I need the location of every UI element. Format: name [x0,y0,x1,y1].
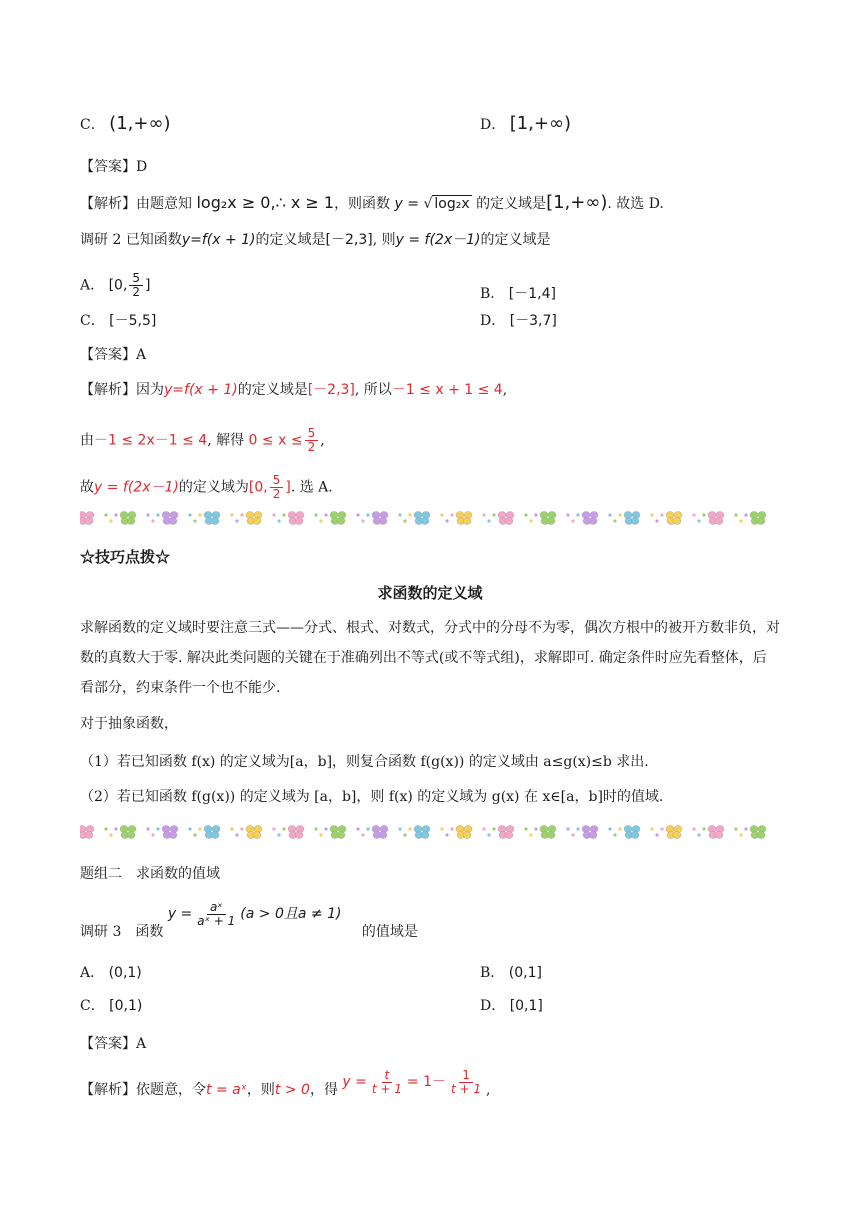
math-expr: －1 ≤ 2x－1 ≤ 4 [94,432,208,449]
explain-text: 由 [80,432,94,449]
answer-label: 【答案】 [80,1036,136,1052]
tips-item-1: （1）若已知函数 f(x) 的定义域为[a，b]，则复合函数 f(g(x)) 的定义域由 a≤g(x)≤b 求出. [80,754,649,770]
dot-icon [403,519,406,522]
q2-stem [80,230,551,250]
fraction [448,1069,484,1096]
dot-icon [188,513,191,516]
dot-icon [734,827,737,830]
dot-icon [487,519,490,522]
dot-icon [702,513,705,516]
dot-icon [319,519,322,522]
fraction [369,1069,405,1096]
dot-icon [356,513,359,516]
math-expr: y = [394,196,419,212]
explain-text: , 解得 [207,432,245,449]
dot-icon [492,827,495,830]
q1-answer [80,157,147,177]
dot-icon [193,833,196,836]
dot-icon [151,519,154,522]
dot-icon [366,827,369,830]
q2-explanation-line2 [80,427,325,454]
butterfly-icon [666,512,682,525]
butterfly-icon [750,512,766,525]
dot-icon [403,833,406,836]
dot-icon [156,513,159,516]
math-expr: y = [342,1074,367,1090]
math-expr: y = f(2x－1) [395,232,481,248]
answer-value: D [136,159,148,175]
dot-icon [534,513,537,516]
dot-icon [240,513,243,516]
explain-text: 的定义域为 [178,479,249,496]
dot-icon [529,519,532,522]
dot-icon [230,827,233,830]
dot-icon [450,513,453,516]
butterfly-icon [540,826,556,839]
math-expr: t = aˣ [206,1082,247,1098]
dot-icon [198,827,201,830]
explain-text: 故 [80,479,94,496]
dot-icon [445,833,448,836]
numerator: 5 [129,272,143,286]
dot-icon [618,513,621,516]
dot-icon [702,827,705,830]
butterfly-icon [372,826,388,839]
dot-icon [744,827,747,830]
dot-icon [156,827,159,830]
butterfly-icon [204,826,220,839]
dot-icon [230,513,233,516]
math-expr: = 1－ [406,1074,446,1090]
dot-icon [566,513,569,516]
denominator: 2 [272,487,281,501]
butterfly-icon [162,826,178,839]
dot-icon [450,827,453,830]
dot-icon [576,513,579,516]
dot-icon [529,833,532,836]
dot-icon [571,833,574,836]
butterfly-icon [582,512,598,525]
q2-answer [80,345,146,365]
dot-icon [482,513,485,516]
option-label: B． [480,286,505,302]
butterfly-icon [624,512,640,525]
dot-icon [277,833,280,836]
math-expr: [－2,3] [307,382,355,398]
dot-icon [524,513,527,516]
butterfly-icon [708,512,724,525]
butterfly-icon [540,512,556,525]
tips-paragraph: 求解函数的定义域时要注意三式——分式、根式、对数式，分式中的分母不为零，偶次方根中的被开方数非负，对数的真数大于零. 解决此类问题的关键在于准确列出不等式(或不等式组)，求解即可. 确定条件时应先看整体，后看部分，约束条件一个也不能少. [80,620,780,696]
dot-icon [571,519,574,522]
dot-icon [314,827,317,830]
dot-icon [114,513,117,516]
butterfly-icon [498,826,514,839]
dot-icon [613,519,616,522]
option-value: (0,1] [508,965,542,981]
explain-label: 【解析】 [80,196,136,212]
dot-icon [193,519,196,522]
q3-option-a [80,963,142,983]
math-radicand: log₂x [434,196,470,212]
explain-label: 【解析】 [80,382,136,398]
dot-icon [697,519,700,522]
dot-icon [692,827,695,830]
tips-heading: ☆技巧点拨☆ [80,548,171,566]
dot-icon [235,519,238,522]
dot-icon [739,833,742,836]
answer-label: 【答案】 [80,347,136,363]
math-expr: y=f(x + 1) [164,382,238,398]
option-value: [1,+∞) [509,113,571,134]
butterfly-icon [288,826,304,839]
dot-icon [146,827,149,830]
tips-abstract: 对于抽象函数， [80,716,178,732]
dot-icon [272,513,275,516]
denominator: aˣ + 1 [197,913,236,928]
dot-icon [319,833,322,836]
q2-option-a [80,272,151,299]
dot-icon [235,833,238,836]
question-label: 调研 2 [80,232,122,248]
dot-icon [613,833,616,836]
dot-icon [440,513,443,516]
dot-icon [198,513,201,516]
answer-label: 【答案】 [80,159,136,175]
q1-option-d [480,114,571,135]
butterfly-icon [162,512,178,525]
dot-icon [361,833,364,836]
dot-icon [361,519,364,522]
fraction [305,427,319,454]
butterfly-icon [414,826,430,839]
answer-value: A [136,1036,147,1052]
option-value: [－1,4] [508,286,556,302]
dot-icon [487,833,490,836]
dot-icon [655,833,658,836]
math-condition: (a > 0且a ≠ 1) [240,906,342,922]
dot-icon [655,519,658,522]
dot-icon [272,827,275,830]
tips-item-2: （2）若已知函数 f(g(x)) 的定义域为 [a，b]，则 f(x) 的定义域为 g(x) 在 x∈[a，b]时的值域. [80,789,664,805]
butterfly-icon [624,826,640,839]
butterfly-icon [372,512,388,525]
dot-icon [114,827,117,830]
explain-text: ，得 [309,1082,338,1098]
math-expr: t > 0 [274,1082,310,1098]
explain-text: 的定义域是 [476,196,547,212]
dot-icon [524,827,527,830]
option-label: A． [80,277,105,294]
denominator: 2 [132,285,141,299]
butterfly-icon [666,826,682,839]
option-label: D． [480,998,506,1014]
dot-icon [277,519,280,522]
dot-icon [445,519,448,522]
option-label: C． [80,313,105,329]
question-text: , 则 [372,232,396,248]
option-label: C． [80,998,105,1014]
explain-text: , 所以 [354,382,392,398]
math-expr: y = f(2x－1) [94,479,179,496]
explain-text: 的定义域是 [237,382,308,398]
q1-explanation [80,193,664,214]
denominator: 2 [307,440,316,454]
q3-stem [80,899,418,956]
math-expr: [0, [248,479,268,496]
option-value: (1,+∞) [109,113,171,134]
butterfly-border-icon [80,821,780,843]
option-label: D． [480,313,506,329]
dot-icon [739,519,742,522]
explain-text: , [502,382,508,398]
dot-icon [608,513,611,516]
dot-icon [650,513,653,516]
q2-option-b [480,284,556,304]
option-value: [0,1] [509,998,543,1014]
butterfly-icon [80,512,94,525]
q1-option-c [80,114,170,135]
explain-text: . 选 A. [290,479,333,496]
dot-icon [398,827,401,830]
explain-text: 因为 [136,382,164,398]
q2-explanation-line1 [80,380,507,400]
q3-answer [80,1034,146,1054]
numerator: aˣ [207,901,226,915]
q3-option-b [480,963,542,983]
q2-option-d [480,311,557,331]
butterfly-icon [414,512,430,525]
dot-icon [534,827,537,830]
butterfly-icon [456,512,472,525]
butterfly-icon [246,826,262,839]
dot-icon [188,827,191,830]
butterfly-icon [330,512,346,525]
butterfly-icon [204,512,220,525]
butterfly-icon [246,512,262,525]
dot-icon [576,827,579,830]
explain-text: 由题意知 [136,196,192,212]
math-expr: y = [167,906,193,922]
numerator: 1 [459,1069,473,1083]
option-label: C． [80,117,105,133]
question-label: 调研 3 函数 [80,924,164,940]
option-value: [0,1) [109,998,143,1014]
math-expr: －1 ≤ x + 1 ≤ 4 [391,382,503,398]
numerator: 5 [270,474,284,488]
butterfly-icon [288,512,304,525]
butterfly-icon [582,826,598,839]
dot-icon [660,513,663,516]
explain-text: ，则 [246,1082,275,1098]
math-expr: log₂x ≥ 0,∴ x ≥ 1 [196,193,335,212]
fraction [270,474,284,501]
denominator: t + 1 [371,1081,402,1096]
option-value: ] [145,277,151,294]
answer-value: A [136,347,147,363]
butterfly-icon [330,826,346,839]
explain-text: ，则函数 [334,196,391,212]
option-value: (0,1) [108,965,142,981]
option-value: [－5,5] [109,313,157,329]
dot-icon [408,513,411,516]
fraction [129,272,143,299]
dot-icon [650,827,653,830]
group2-title: 题组二 求函数的值域 [80,866,220,882]
dot-icon [660,827,663,830]
butterfly-icon [708,826,724,839]
dot-icon [492,513,495,516]
numerator: 5 [305,427,319,441]
dot-icon [282,513,285,516]
math-expr: ] [285,479,291,496]
dot-icon [744,513,747,516]
denominator: t + 1 [451,1081,482,1096]
butterfly-icon [750,826,766,839]
explain-text: , [320,432,325,449]
explain-label: 【解析】 [80,1082,136,1098]
sqrt-symbol: √ [423,196,433,212]
dot-icon [408,827,411,830]
question-text: 的定义域是 [480,232,551,248]
dot-icon [109,833,112,836]
butterfly-icon [456,826,472,839]
tips-title: 求函数的定义域 [377,584,483,602]
dot-icon [366,513,369,516]
fraction [194,901,238,928]
explain-text: . 故选 D. [607,196,664,212]
dot-icon [482,827,485,830]
q2-explanation-line3 [80,474,333,501]
dot-icon [566,827,569,830]
q2-option-c [80,311,156,331]
explain-text: , [486,1082,491,1098]
explain-text: 依题意，令 [136,1082,206,1098]
question-text: 已知函数 [125,232,182,248]
butterfly-border-icon [80,507,780,529]
math-expr: 0 ≤ x ≤ [248,432,303,449]
butterfly-icon [120,826,136,839]
butterfly-icon [498,512,514,525]
dot-icon [697,833,700,836]
dot-icon [692,513,695,516]
dot-icon [734,513,737,516]
dot-icon [151,833,154,836]
q3-option-c [80,996,142,1016]
math-expr: [1,+∞) [546,192,608,213]
butterfly-icon [80,826,94,839]
dot-icon [440,827,443,830]
dot-icon [356,827,359,830]
math-expr: y=f(x + 1) [181,232,256,248]
dot-icon [109,519,112,522]
question-text: 的定义域是 [255,232,326,248]
option-value: [－3,7] [509,313,557,329]
dot-icon [104,827,107,830]
question-text: 的值域是 [361,924,418,940]
butterfly-icon [120,512,136,525]
math-expr: [－2,3] [325,232,373,248]
dot-icon [324,827,327,830]
dot-icon [608,827,611,830]
decorative-border-top [80,507,780,529]
dot-icon [314,513,317,516]
dot-icon [146,513,149,516]
q3-option-d [480,996,543,1016]
option-label: B． [480,965,505,981]
dot-icon [324,513,327,516]
option-value: [0, [108,277,128,294]
option-label: A． [80,965,105,981]
dot-icon [240,827,243,830]
dot-icon [282,827,285,830]
q3-explanation [80,1067,491,1106]
decorative-border-bottom [80,821,780,843]
dot-icon [398,513,401,516]
numerator: t [382,1069,393,1083]
dot-icon [618,827,621,830]
option-label: D． [480,117,506,133]
dot-icon [104,513,107,516]
